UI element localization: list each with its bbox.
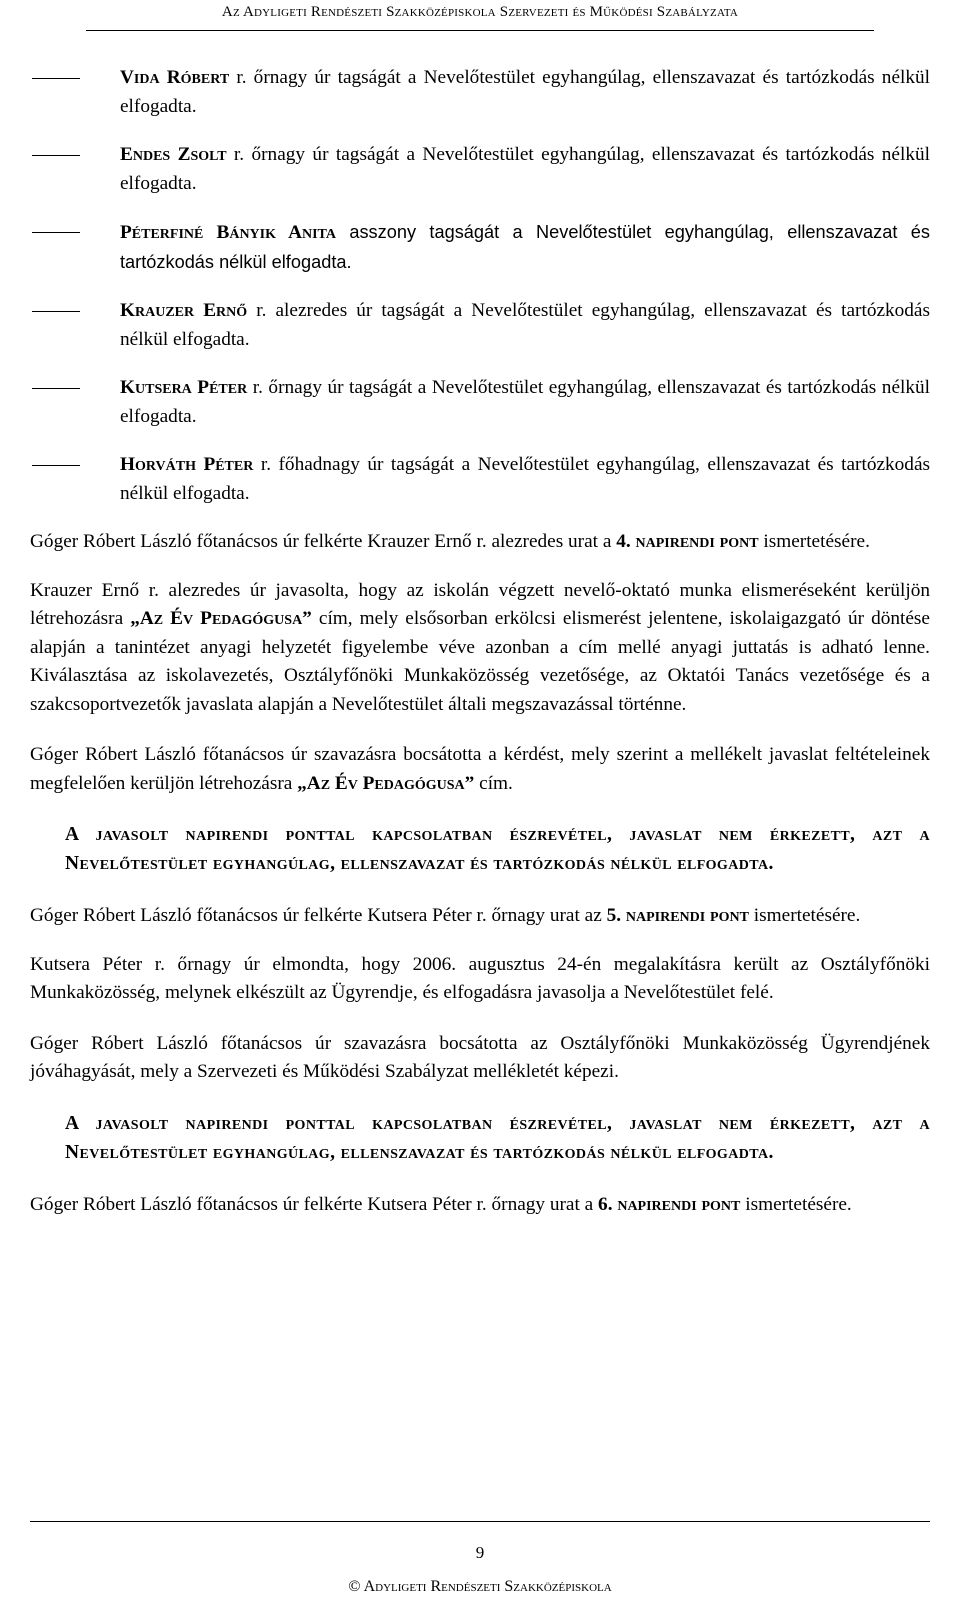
paragraph-agenda-6 (30, 1191, 930, 1220)
paragraph-text: ismertetésére. (758, 531, 870, 552)
list-item (30, 451, 930, 508)
agenda-label: napirendi pont (625, 905, 749, 926)
member-name: Horváth Péter (120, 454, 254, 475)
member-text: r. főhadnagy úr tagságát a Nevelőtestület egyhangúlag, ellenszavazat és tartózkodás nélkül elfogadta. (120, 454, 931, 504)
paragraph-text: cím, mely elsősorban erkölcsi elismerést jelentene, iskolaigazgató úr döntése alapján a tanintézet anyagi helyzetét figyelembe véve azonban a cím mellé anyagi juttatás is adható lenne. Kiválasztása az iskolavezetés, Osztályfőnöki Munkaközösség vezetősége, az Oktatói Tanács vezetősége és a szakcsoportvezetők javaslata alapján a Nevelőtestület általi megszavazással történne. (30, 608, 930, 715)
running-header: Az Adyligeti Rendészeti Szakközépiskola Szervezeti és Működési Szabályzata (221, 4, 739, 20)
member-name: Endes Zsolt (120, 144, 227, 165)
member-name: Krauzer Ernő (120, 300, 248, 321)
paragraph-text: Góger Róbert László főtanácsos úr felkérte Kutsera Péter r. őrnagy urat a (30, 1193, 599, 1215)
member-text: r. őrnagy úr tagságát a Nevelőtestület egyhangúlag, ellenszavazat és tartózkodás nélkül elfogadta. (120, 67, 930, 117)
member-text: r. őrnagy úr tagságát a Nevelőtestület egyhangúlag, ellenszavazat és tartózkodás nélkül elfogadta. (120, 144, 930, 194)
paragraph-report: Kutsera Péter r. őrnagy úr elmondta, hogy 2006. augusztus 24-én megalakításra került az Osztályfőnöki Munkaközösség, melynek elkészült az Ügyrendje, és elfogadásra javasolja a Nevelőtestület felé. (30, 953, 930, 1003)
decision-statement: A javasolt napirendi ponttal kapcsolatban észrevétel, javaslat nem érkezett, azt a Nevelőtestület egyhangúlag, ellenszavazat és tartózkodás nélkül elfogadta. (65, 1112, 930, 1163)
paragraph-text: cím. (474, 772, 513, 794)
list-item (30, 64, 930, 121)
paragraph-text: Góger Róbert László főtanácsos úr felkérte Kutsera Péter r. őrnagy urat az (30, 905, 607, 926)
agenda-item-number: 4. (616, 531, 636, 552)
page-content (30, 64, 930, 1241)
list-item (30, 141, 930, 198)
membership-list (30, 64, 930, 508)
paragraph-text: Góger Róbert László főtanácsos úr felkérte Krauzer Ernő r. alezredes urat a (30, 531, 617, 552)
paragraph-agenda-5 (30, 902, 930, 931)
footer-copyright: © Adyligeti Rendészeti Szakközépiskola (348, 1578, 612, 1595)
member-text: r. őrnagy úr tagságát a Nevelőtestület egyhangúlag, ellenszavazat és tartózkodás nélkül elfogadta. (120, 377, 930, 427)
award-title: „Az Év Pedagógusa” (130, 608, 312, 629)
member-name: Vida Róbert (120, 67, 230, 88)
paragraph-text: ismertetésére. (748, 905, 861, 926)
award-title: „Az Év Pedagógusa” (297, 772, 475, 794)
agenda-item-number: 5. (606, 905, 626, 926)
paragraph-text: ismertetésére. (740, 1193, 852, 1215)
page-number: 9 (475, 1543, 485, 1562)
paragraph-agenda-4 (30, 528, 930, 557)
paragraph-text: Krauzer Ernő r. alezredes úr javasolta, hogy az iskolán végzett nevelő-oktató munka elismeréseként kerüljön létrehozásra (30, 579, 930, 629)
list-item (30, 218, 930, 277)
member-text: r. alezredes úr tagságát a Nevelőtestület egyhangúlag, ellenszavazat és tartózkodás nélkül elfogadta. (120, 300, 930, 350)
footer-rule (30, 1521, 930, 1522)
paragraph-vote-1 (30, 741, 930, 798)
paragraph-proposal (30, 577, 930, 720)
agenda-item-number: 6. (598, 1193, 618, 1215)
paragraph-vote-2: Góger Róbert László főtanácsos úr szavazásra bocsátotta az Osztályfőnöki Munkaközösség Ügyrendjének jóváhagyását, mely a Szervezeti és Működési Szabályzat mellékletét képezi. (30, 1032, 930, 1082)
decision-statement: A javasolt napirendi ponttal kapcsolatban észrevétel, javaslat nem érkezett, azt a Nevelőtestület egyhangúlag, ellenszavazat és tartózkodás nélkül elfogadta. (65, 824, 930, 874)
list-item (30, 374, 930, 431)
member-name: Kutsera Péter (120, 377, 248, 398)
agenda-label: napirendi pont (617, 1193, 741, 1215)
member-text: asszony tagságát a Nevelőtestület egyhangúlag, ellenszavazat és tartózkodás nélkül elfogadta. (120, 222, 930, 272)
header-rule (86, 30, 874, 31)
agenda-label: napirendi pont (635, 531, 759, 552)
member-name: Péterfiné Bányik Anita (120, 222, 336, 243)
paragraph-text: Góger Róbert László főtanácsos úr szavazásra bocsátotta a kérdést, mely szerint a mellékelt javaslat feltételeinek megfelelően kerüljön létrehozásra (30, 744, 930, 794)
list-item (30, 297, 930, 354)
